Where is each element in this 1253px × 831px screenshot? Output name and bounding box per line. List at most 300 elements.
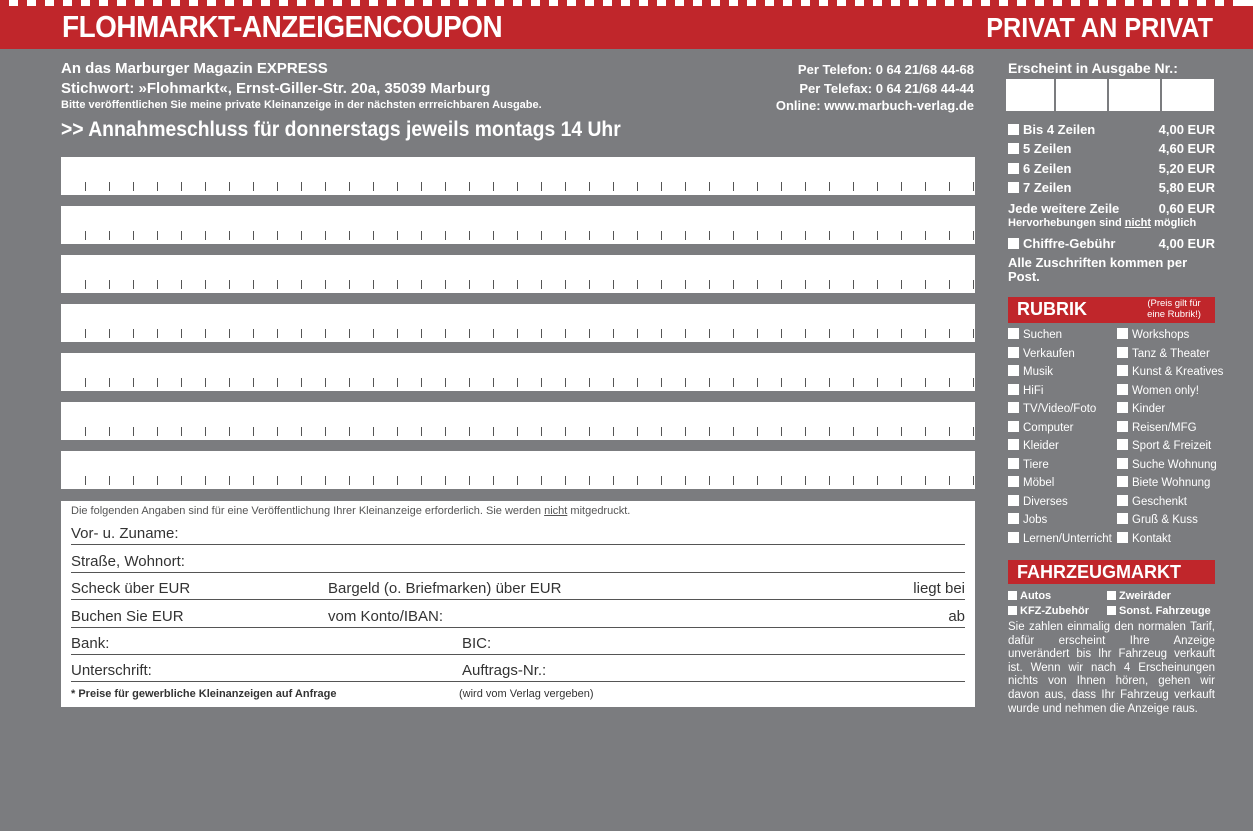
checkbox[interactable] [1008, 513, 1019, 524]
character-tick [757, 476, 758, 485]
fahrzeug-label: Autos [1020, 590, 1052, 602]
character-tick [541, 280, 542, 289]
character-tick [541, 427, 542, 436]
character-tick [85, 378, 86, 387]
character-tick [445, 378, 446, 387]
character-tick [181, 378, 182, 387]
character-tick [925, 182, 926, 191]
personal-data-form [61, 501, 975, 707]
character-tick [325, 427, 326, 436]
character-tick [517, 329, 518, 338]
character-tick [301, 378, 302, 387]
bank-row[interactable] [71, 627, 965, 655]
checkbox[interactable] [1008, 402, 1019, 413]
character-tick [757, 231, 758, 240]
character-tick [373, 476, 374, 485]
rubrik-option[interactable] [1117, 532, 1171, 545]
rubrik-option[interactable] [1117, 365, 1223, 378]
character-tick [877, 182, 878, 191]
character-tick [253, 329, 254, 338]
character-tick [829, 378, 830, 387]
rubrik-label: Biete Wohnung [1132, 477, 1211, 489]
publisher-note: (wird vom Verlag vergeben) [459, 688, 594, 700]
character-tick [613, 231, 614, 240]
checkbox[interactable] [1008, 421, 1019, 432]
debit-label: Buchen Sie EUR [71, 608, 184, 625]
price-value: 5,20 EUR [1158, 161, 1215, 176]
payment-row[interactable] [71, 572, 965, 600]
character-tick [829, 231, 830, 240]
character-tick [469, 427, 470, 436]
checkbox[interactable] [1008, 347, 1019, 358]
character-tick [733, 476, 734, 485]
character-tick [733, 378, 734, 387]
character-tick [373, 280, 374, 289]
character-tick [541, 231, 542, 240]
rubrik-label: Women only! [1132, 384, 1199, 397]
character-tick [157, 378, 158, 387]
character-tick [781, 427, 782, 436]
price-option-7-lines[interactable] [1008, 180, 1215, 195]
character-tick [349, 182, 350, 191]
checkbox[interactable] [1008, 458, 1019, 469]
fahrzeug-option-sonst[interactable] [1107, 605, 1211, 617]
character-tick [877, 329, 878, 338]
character-tick [637, 280, 638, 289]
checkbox[interactable] [1117, 328, 1128, 339]
character-tick [157, 231, 158, 240]
checkbox[interactable] [1008, 328, 1019, 339]
character-tick [613, 378, 614, 387]
character-tick [949, 329, 950, 338]
character-tick [829, 182, 830, 191]
character-tick [589, 329, 590, 338]
character-tick [541, 329, 542, 338]
character-tick [109, 476, 110, 485]
checkbox[interactable] [1008, 124, 1019, 135]
rubrik-option[interactable] [1117, 495, 1187, 508]
checkbox[interactable] [1008, 495, 1019, 506]
character-tick [349, 378, 350, 387]
rubrik-option[interactable] [1008, 495, 1068, 508]
ad-line-4[interactable] [61, 304, 975, 342]
character-tick [301, 476, 302, 485]
checkbox[interactable] [1008, 384, 1019, 395]
ad-line-3[interactable] [61, 255, 975, 293]
character-tick [637, 182, 638, 191]
character-tick [805, 378, 806, 387]
bank-label: Bank: [71, 635, 110, 652]
character-tick [445, 280, 446, 289]
character-tick [781, 182, 782, 191]
name-label: Vor- u. Zuname: [71, 525, 179, 542]
character-tick [733, 231, 734, 240]
rubrik-label: Möbel [1023, 477, 1055, 489]
character-tick [109, 378, 110, 387]
from-label: ab [948, 608, 965, 625]
checkbox[interactable] [1117, 365, 1128, 376]
character-tick [829, 280, 830, 289]
footnote: * Preise für gewerbliche Kleinanzeigen auf Anfrage [71, 688, 337, 700]
character-tick [877, 378, 878, 387]
rubrik-option[interactable] [1008, 421, 1074, 434]
character-tick [565, 476, 566, 485]
character-tick [637, 231, 638, 240]
character-tick [637, 476, 638, 485]
checkbox[interactable] [1008, 143, 1019, 154]
checkbox[interactable] [1107, 591, 1116, 600]
character-tick [685, 182, 686, 191]
rubrik-label: Kleider [1023, 440, 1059, 452]
character-tick [973, 378, 974, 387]
character-tick [853, 280, 854, 289]
fahrzeug-label: KFZ-Zubehör [1020, 605, 1090, 617]
rubrik-option[interactable] [1008, 513, 1047, 526]
checkbox[interactable] [1008, 476, 1019, 487]
character-tick [157, 280, 158, 289]
character-tick [733, 329, 734, 338]
character-tick [637, 329, 638, 338]
character-tick [373, 329, 374, 338]
character-tick [277, 182, 278, 191]
character-tick [901, 378, 902, 387]
rubrik-option[interactable] [1008, 347, 1075, 360]
checkbox[interactable] [1117, 439, 1128, 450]
character-tick [229, 280, 230, 289]
character-tick [781, 231, 782, 240]
character-tick [133, 427, 134, 436]
address-line-2: Stichwort: »Flohmarkt«, Ernst-Giller-Str. 20a, 35039 Marburg [61, 80, 491, 97]
fahrzeug-option-zweiraeder[interactable] [1107, 590, 1171, 602]
character-tick [85, 329, 86, 338]
rubrik-option[interactable] [1008, 532, 1112, 545]
character-tick [205, 280, 206, 289]
character-tick [229, 378, 230, 387]
ad-line-7[interactable] [61, 451, 975, 489]
character-tick [397, 231, 398, 240]
price-option-5-lines[interactable] [1008, 141, 1215, 156]
character-tick [253, 378, 254, 387]
character-tick [157, 329, 158, 338]
character-tick [973, 280, 974, 289]
character-tick [253, 476, 254, 485]
character-tick [685, 329, 686, 338]
character-tick [325, 378, 326, 387]
character-tick [613, 280, 614, 289]
character-tick [445, 329, 446, 338]
character-tick [301, 280, 302, 289]
character-tick [325, 476, 326, 485]
price-option-4-lines[interactable] [1008, 122, 1215, 137]
checkbox[interactable] [1117, 495, 1128, 506]
ad-line-6[interactable] [61, 402, 975, 440]
issue-box-1[interactable] [1006, 79, 1054, 111]
character-tick [397, 329, 398, 338]
character-tick [493, 329, 494, 338]
fahrzeug-option-autos[interactable] [1008, 590, 1051, 602]
rubrik-label: Kinder [1132, 403, 1166, 415]
debit-row[interactable] [71, 600, 965, 628]
character-tick [205, 329, 206, 338]
chiffre-label: Chiffre-Gebühr [1023, 236, 1116, 251]
character-tick [949, 427, 950, 436]
ad-line-2[interactable] [61, 206, 975, 244]
character-tick [805, 329, 806, 338]
checkbox[interactable] [1008, 606, 1017, 615]
chiffre-option[interactable] [1008, 236, 1215, 251]
character-tick [469, 476, 470, 485]
character-tick [517, 280, 518, 289]
character-tick [853, 476, 854, 485]
character-tick [517, 476, 518, 485]
form-intro [71, 505, 630, 517]
highlight-text: Hervorhebungen sind [1008, 217, 1125, 229]
mail-note: Alle Zuschriften kommen per Post. [1008, 255, 1188, 284]
rubrik-option[interactable] [1008, 439, 1059, 452]
character-tick [349, 280, 350, 289]
rubrik-label: Tiere [1023, 458, 1049, 471]
character-tick [421, 231, 422, 240]
character-tick [469, 280, 470, 289]
character-tick [277, 329, 278, 338]
character-tick [277, 476, 278, 485]
checkbox[interactable] [1117, 513, 1128, 524]
checkbox[interactable] [1117, 347, 1128, 358]
character-tick [589, 280, 590, 289]
street-field[interactable] [71, 545, 965, 573]
character-tick [517, 427, 518, 436]
character-tick [829, 329, 830, 338]
character-tick [685, 231, 686, 240]
character-tick [373, 378, 374, 387]
issue-box-2[interactable] [1056, 79, 1107, 111]
price-value: 4,00 EUR [1158, 122, 1215, 137]
checkbox[interactable] [1008, 439, 1019, 450]
rubrik-option[interactable] [1008, 476, 1054, 489]
character-tick [493, 378, 494, 387]
character-tick [613, 476, 614, 485]
character-tick [325, 231, 326, 240]
character-tick [685, 427, 686, 436]
fahrzeug-text: Sie zahlen einmalig den normalen Tarif, dafür erscheint Ihre Anzeige unverändert bis Ihr Fahrzeug verkauft ist. Wenn wir nach 4 Erscheinungen nichts von Ihnen hören, gehen wir davon aus, dass Ihr Fahrzeug verkauft wurde und nehmen die Anzeige raus. [1008, 621, 1215, 715]
checkbox[interactable] [1117, 402, 1128, 413]
rubrik-label: TV/Video/Foto [1023, 403, 1097, 415]
character-tick [949, 182, 950, 191]
street-label: Straße, Wohnort: [71, 553, 185, 570]
price-option-6-lines[interactable] [1008, 161, 1215, 176]
character-tick [565, 182, 566, 191]
character-tick [709, 378, 710, 387]
character-tick [133, 182, 134, 191]
character-tick [973, 427, 974, 436]
price-label: 6 Zeilen [1023, 161, 1072, 176]
character-tick [205, 378, 206, 387]
character-tick [397, 182, 398, 191]
character-tick [469, 329, 470, 338]
character-tick [709, 280, 710, 289]
character-tick [757, 427, 758, 436]
character-tick [709, 231, 710, 240]
checkbox[interactable] [1117, 476, 1128, 487]
fahrzeug-option-kfz-zubehoer[interactable] [1008, 605, 1089, 617]
character-tick [661, 231, 662, 240]
character-tick [421, 378, 422, 387]
character-tick [445, 476, 446, 485]
extra-line-price [1008, 201, 1215, 216]
form-intro-nicht: nicht [544, 505, 568, 517]
price-label: Bis 4 Zeilen [1023, 122, 1096, 137]
price-value: 5,80 EUR [1158, 180, 1215, 195]
character-tick [829, 476, 830, 485]
rubrik-option[interactable] [1117, 421, 1197, 434]
character-tick [805, 231, 806, 240]
character-tick [445, 231, 446, 240]
checkbox[interactable] [1008, 532, 1019, 543]
rubrik-option[interactable] [1117, 384, 1199, 397]
price-value: 4,60 EUR [1158, 141, 1215, 156]
name-field[interactable] [71, 517, 965, 545]
character-tick [973, 231, 974, 240]
fahrzeug-header [1008, 560, 1215, 584]
character-tick [709, 182, 710, 191]
rubrik-label: Musik [1023, 366, 1054, 378]
rubrik-label: Kunst & Kreatives [1132, 366, 1224, 378]
checkbox[interactable] [1107, 606, 1116, 615]
rubrik-option[interactable] [1117, 458, 1217, 471]
character-tick [205, 182, 206, 191]
character-tick [949, 231, 950, 240]
character-tick [181, 280, 182, 289]
character-tick [445, 427, 446, 436]
character-tick [301, 231, 302, 240]
rubrik-label: Tanz & Theater [1132, 347, 1210, 360]
rubrik-label: Workshops [1132, 329, 1190, 341]
rubrik-option[interactable] [1008, 402, 1096, 415]
rubrik-option[interactable] [1008, 365, 1053, 378]
character-tick [133, 378, 134, 387]
checkbox[interactable] [1117, 458, 1128, 469]
rubrik-option[interactable] [1117, 328, 1189, 341]
coupon-title: FLOHMARKT-ANZEIGENCOUPON [62, 9, 503, 44]
character-tick [901, 427, 902, 436]
checkbox[interactable] [1117, 421, 1128, 432]
character-tick [85, 182, 86, 191]
character-tick [949, 378, 950, 387]
character-tick [181, 231, 182, 240]
character-tick [181, 182, 182, 191]
issue-box-3[interactable] [1109, 79, 1160, 111]
rubrik-label: Sport & Freizeit [1132, 440, 1212, 452]
issue-box-4[interactable] [1162, 79, 1214, 111]
extra-line-value: 0,60 EUR [1158, 201, 1215, 216]
character-tick [373, 182, 374, 191]
character-tick [421, 476, 422, 485]
rubrik-option[interactable] [1008, 458, 1049, 471]
character-tick [757, 182, 758, 191]
rubrik-option[interactable] [1008, 384, 1043, 397]
character-tick [637, 427, 638, 436]
checkbox[interactable] [1117, 384, 1128, 395]
fahrzeug-label: Sonst. Fahrzeuge [1119, 605, 1211, 617]
character-tick [541, 378, 542, 387]
character-tick [181, 476, 182, 485]
rubrik-label: Lernen/Unterricht [1023, 532, 1112, 545]
order-number-label: Auftrags-Nr.: [462, 662, 547, 679]
character-tick [85, 231, 86, 240]
rubrik-option[interactable] [1117, 439, 1211, 452]
character-tick [397, 280, 398, 289]
character-tick [901, 476, 902, 485]
character-tick [277, 427, 278, 436]
character-tick [349, 427, 350, 436]
ad-line-5[interactable] [61, 353, 975, 391]
address-line-1: An das Marburger Magazin EXPRESS [61, 60, 328, 77]
character-tick [829, 427, 830, 436]
character-tick [565, 427, 566, 436]
rubrik-option[interactable] [1117, 402, 1165, 415]
rubrik-option[interactable] [1117, 347, 1210, 360]
character-tick [565, 280, 566, 289]
character-tick [421, 182, 422, 191]
character-tick [253, 231, 254, 240]
character-tick [925, 427, 926, 436]
chiffre-price: 4,00 EUR [1158, 236, 1215, 251]
rubrik-option[interactable] [1117, 476, 1210, 489]
contact-online: Online: www.marbuch-verlag.de [775, 98, 974, 113]
character-tick [925, 476, 926, 485]
character-tick [493, 231, 494, 240]
form-intro-text-end: mitgedruckt. [567, 505, 631, 517]
rubrik-label: Reisen/MFG [1132, 421, 1197, 434]
character-tick [301, 182, 302, 191]
checkbox[interactable] [1117, 532, 1128, 543]
character-tick [493, 182, 494, 191]
rubrik-note: (Preis gilt für eine Rubrik!) [1147, 298, 1201, 320]
signature-row[interactable] [71, 654, 965, 682]
address-line-3: Bitte veröffentlichen Sie meine private Kleinanzeige in der nächsten errreichbaren Ausgabe. [61, 99, 542, 111]
character-tick [733, 182, 734, 191]
character-tick [925, 378, 926, 387]
checkbox[interactable] [1008, 238, 1019, 249]
account-label: vom Konto/IBAN: [328, 608, 444, 625]
character-tick [397, 378, 398, 387]
checkbox[interactable] [1008, 591, 1017, 600]
character-tick [781, 476, 782, 485]
character-tick [853, 329, 854, 338]
character-tick [493, 427, 494, 436]
rubrik-option[interactable] [1008, 328, 1062, 341]
ad-line-1[interactable] [61, 157, 975, 195]
rubrik-option[interactable] [1117, 513, 1198, 526]
fahrzeug-label: Zweiräder [1119, 590, 1171, 602]
character-tick [109, 329, 110, 338]
character-tick [709, 329, 710, 338]
character-tick [325, 329, 326, 338]
character-tick [397, 427, 398, 436]
character-tick [733, 280, 734, 289]
character-tick [589, 427, 590, 436]
character-tick [421, 329, 422, 338]
rubrik-label: Kontakt [1132, 532, 1171, 545]
checkbox[interactable] [1008, 163, 1019, 174]
checkbox[interactable] [1008, 182, 1019, 193]
character-tick [925, 329, 926, 338]
character-tick [613, 182, 614, 191]
character-tick [517, 182, 518, 191]
checkbox[interactable] [1008, 365, 1019, 376]
character-tick [637, 378, 638, 387]
character-tick [805, 427, 806, 436]
